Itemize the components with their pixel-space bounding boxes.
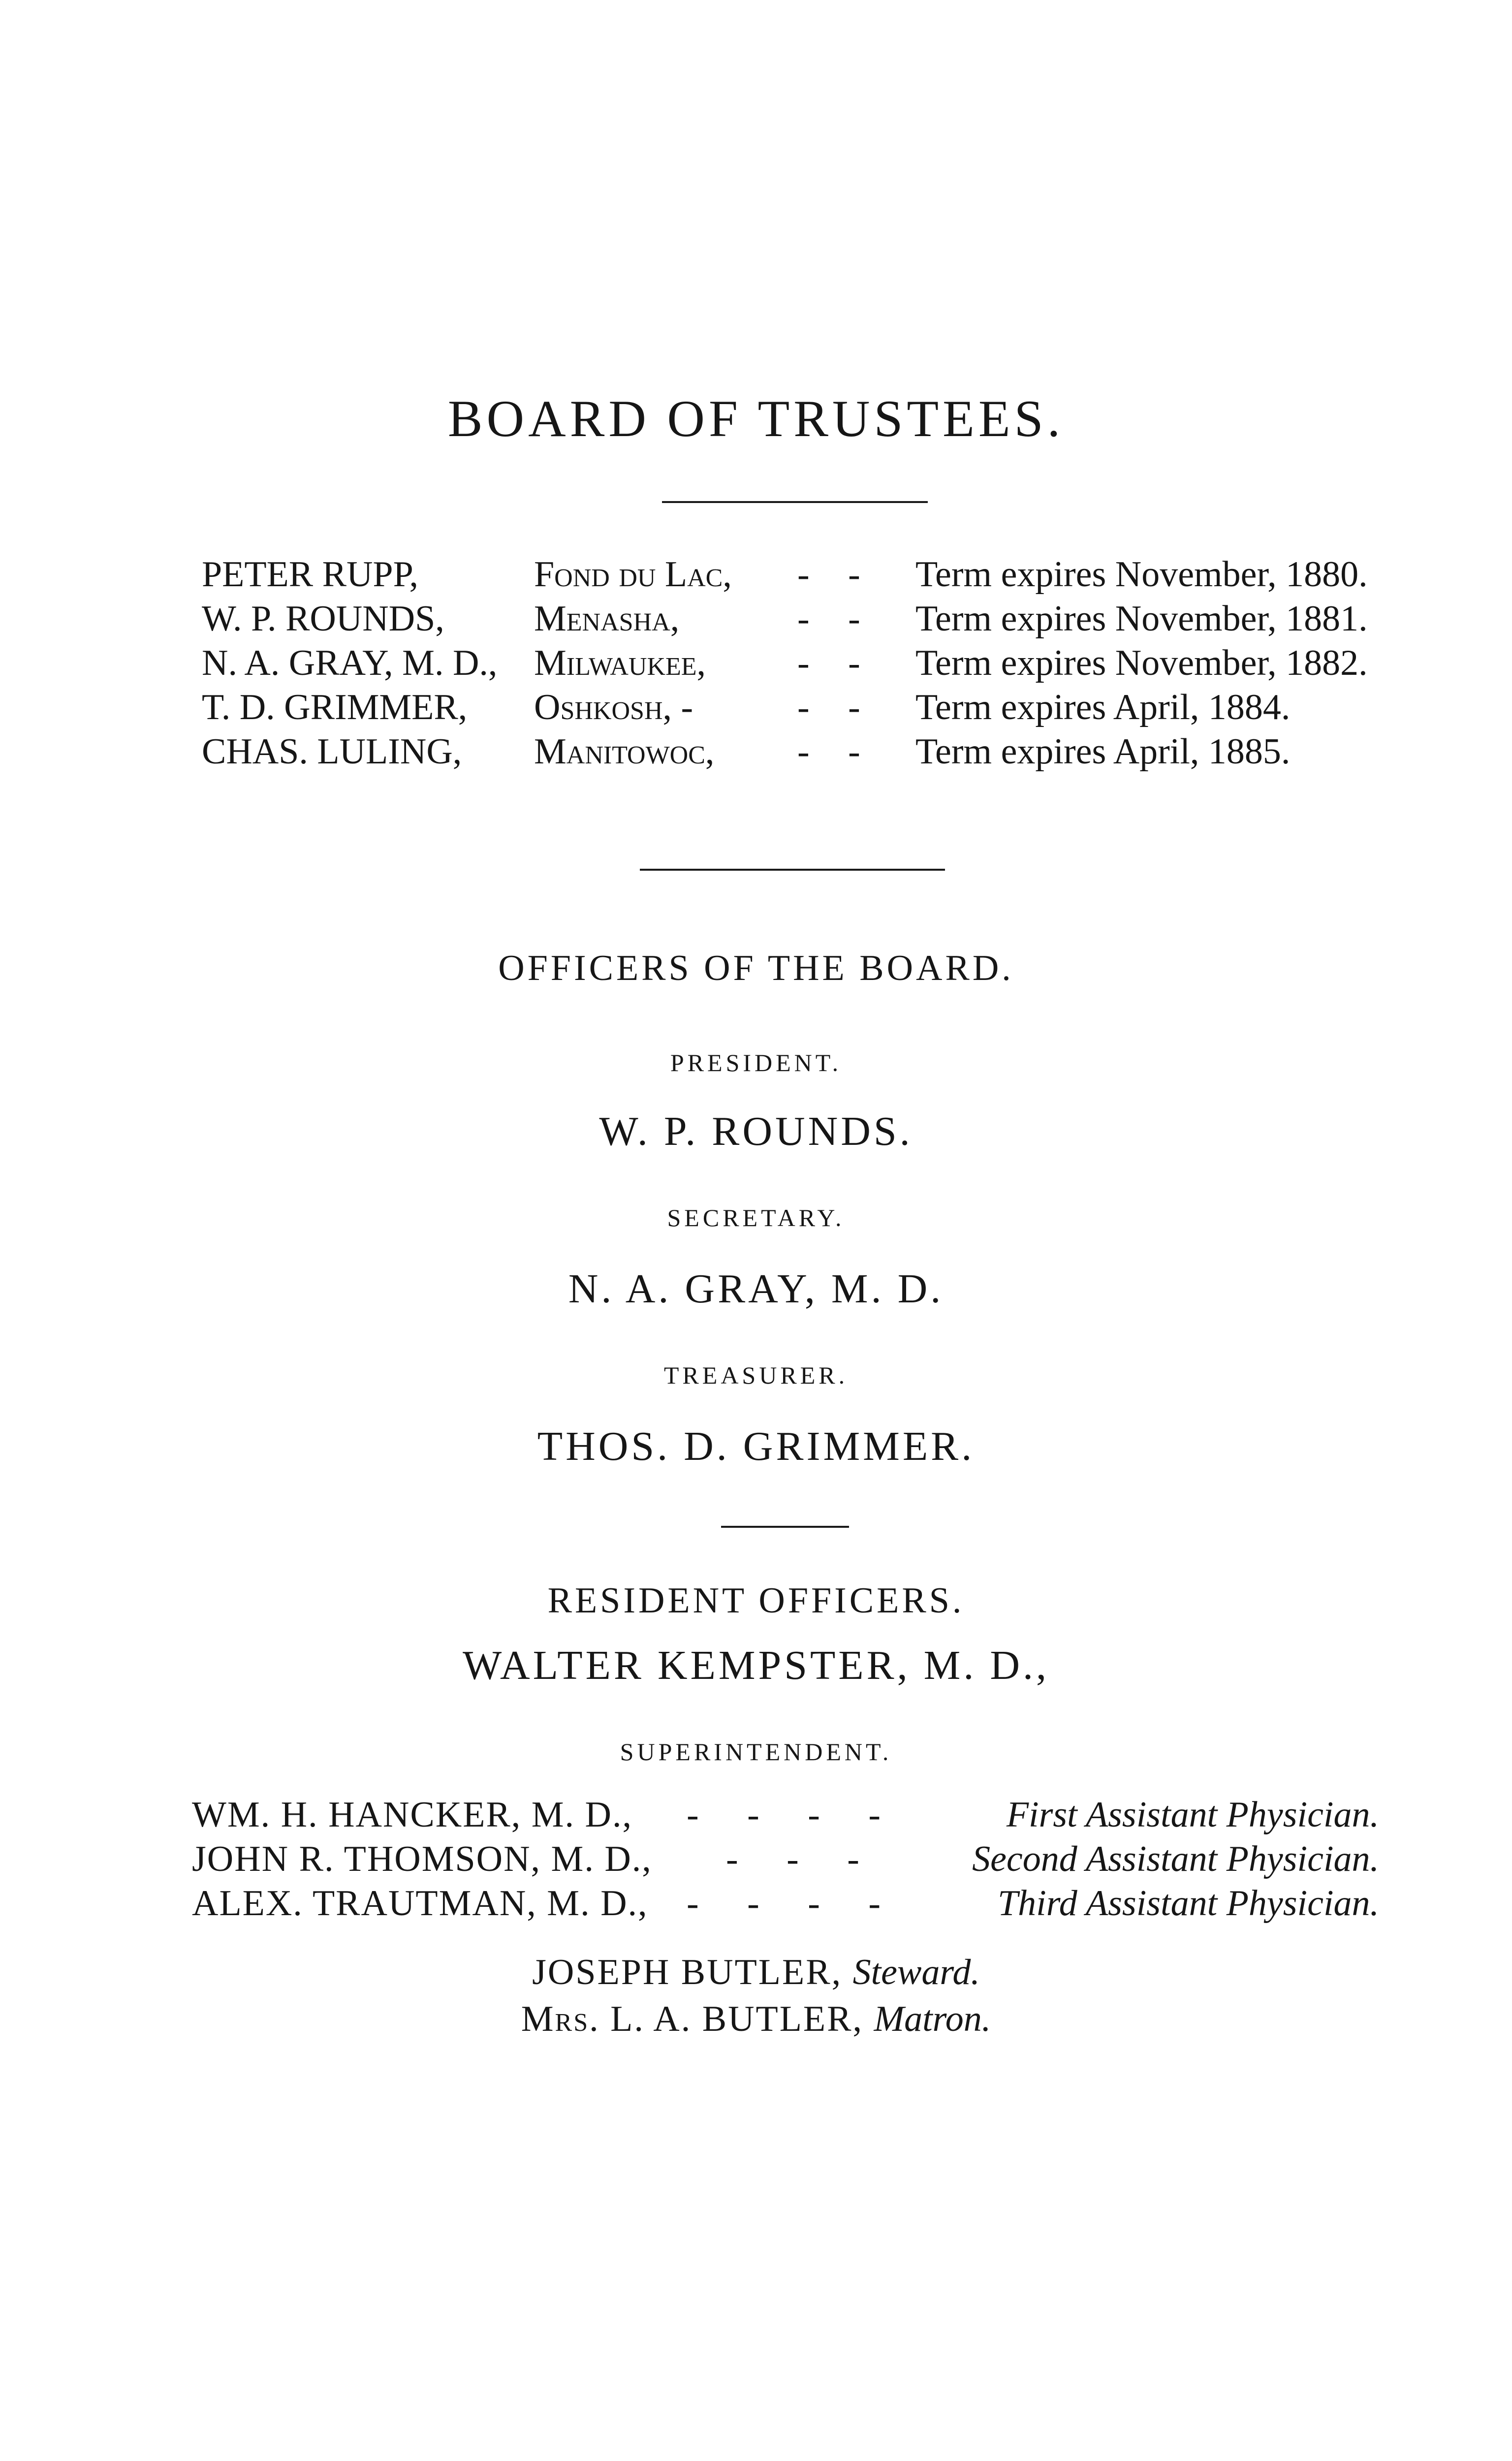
physician-name: WM. H. HANCKER, M. D., (192, 1795, 632, 1835)
trustee-name: N. A. GRAY, M. D., (202, 643, 498, 683)
physician-row (0, 1838, 1512, 1883)
matron-role: Matron. (874, 1999, 991, 2039)
trustee-name: W. P. ROUNDS, (202, 599, 444, 639)
board-title: BOARD OF TRUSTEES. (447, 390, 1065, 447)
superintendent-label: SUPERINTENDENT. (620, 1738, 892, 1766)
physician-row (0, 1883, 1512, 1927)
matron-name: L. A. BUTLER, (610, 1999, 863, 2039)
resident-title: RESIDENT OFFICERS. (547, 1580, 965, 1621)
leader-dashes: - - (797, 599, 875, 639)
divider-rule (662, 501, 928, 503)
trustee-term: Term expires November, 1880. (915, 554, 1368, 595)
officers-title: OFFICERS OF THE BOARD. (498, 948, 1014, 988)
trustee-city: Milwaukee, (534, 643, 706, 683)
trustee-row (0, 598, 1512, 642)
leader-dashes: - - (797, 554, 875, 595)
treasurer-name: THOS. D. GRIMMER. (537, 1423, 975, 1469)
steward-role: Steward. (852, 1952, 980, 1992)
trustee-row (0, 642, 1512, 687)
treasurer-label: TREASURER. (663, 1361, 849, 1389)
divider-rule (721, 1526, 849, 1528)
trustee-row (0, 731, 1512, 775)
divider-rule (640, 869, 945, 871)
trustee-name: PETER RUPP, (202, 554, 419, 595)
trustee-row (0, 554, 1512, 598)
secretary-name: N. A. GRAY, M. D. (568, 1266, 944, 1312)
trustee-name: CHAS. LULING, (202, 731, 462, 772)
steward-name: JOSEPH BUTLER, (532, 1952, 843, 1992)
trustee-term: Term expires November, 1882. (915, 643, 1368, 683)
leader-dashes: - - - (726, 1839, 879, 1879)
physician-title: First Assistant Physician. (1006, 1795, 1379, 1835)
trustee-city: Fond du Lac, (534, 554, 732, 595)
leader-dashes: - - (797, 687, 875, 727)
trustee-term: Term expires April, 1885. (915, 731, 1291, 772)
trustee-term: Term expires April, 1884. (915, 687, 1291, 727)
matron-prefix: Mrs. (521, 1999, 600, 2039)
trustee-city: Manitowoc, (534, 731, 715, 772)
trustee-term: Term expires November, 1881. (915, 599, 1368, 639)
trustee-name: T. D. GRIMMER, (202, 687, 468, 727)
matron-line (0, 1998, 1512, 2040)
superintendent-name: WALTER KEMPSTER, M. D., (463, 1642, 1049, 1688)
leader-dashes: - - - - (687, 1795, 901, 1835)
physician-name: JOHN R. THOMSON, M. D., (192, 1839, 652, 1879)
president-label: PRESIDENT. (670, 1049, 842, 1076)
trustee-row (0, 687, 1512, 731)
leader-dashes: - - (797, 731, 875, 772)
trustee-city: Menasha, (534, 599, 680, 639)
trustee-city: Oshkosh, - (534, 687, 693, 727)
physician-name: ALEX. TRAUTMAN, M. D., (192, 1883, 648, 1924)
physician-row (0, 1794, 1512, 1838)
secretary-label: SECRETARY. (667, 1204, 845, 1231)
physician-title: Second Assistant Physician. (972, 1839, 1379, 1879)
physician-title: Third Assistant Physician. (997, 1883, 1379, 1924)
leader-dashes: - - (797, 643, 875, 683)
president-name: W. P. ROUNDS. (599, 1108, 913, 1154)
leader-dashes: - - - - (687, 1883, 901, 1924)
steward-line (0, 1952, 1512, 1993)
